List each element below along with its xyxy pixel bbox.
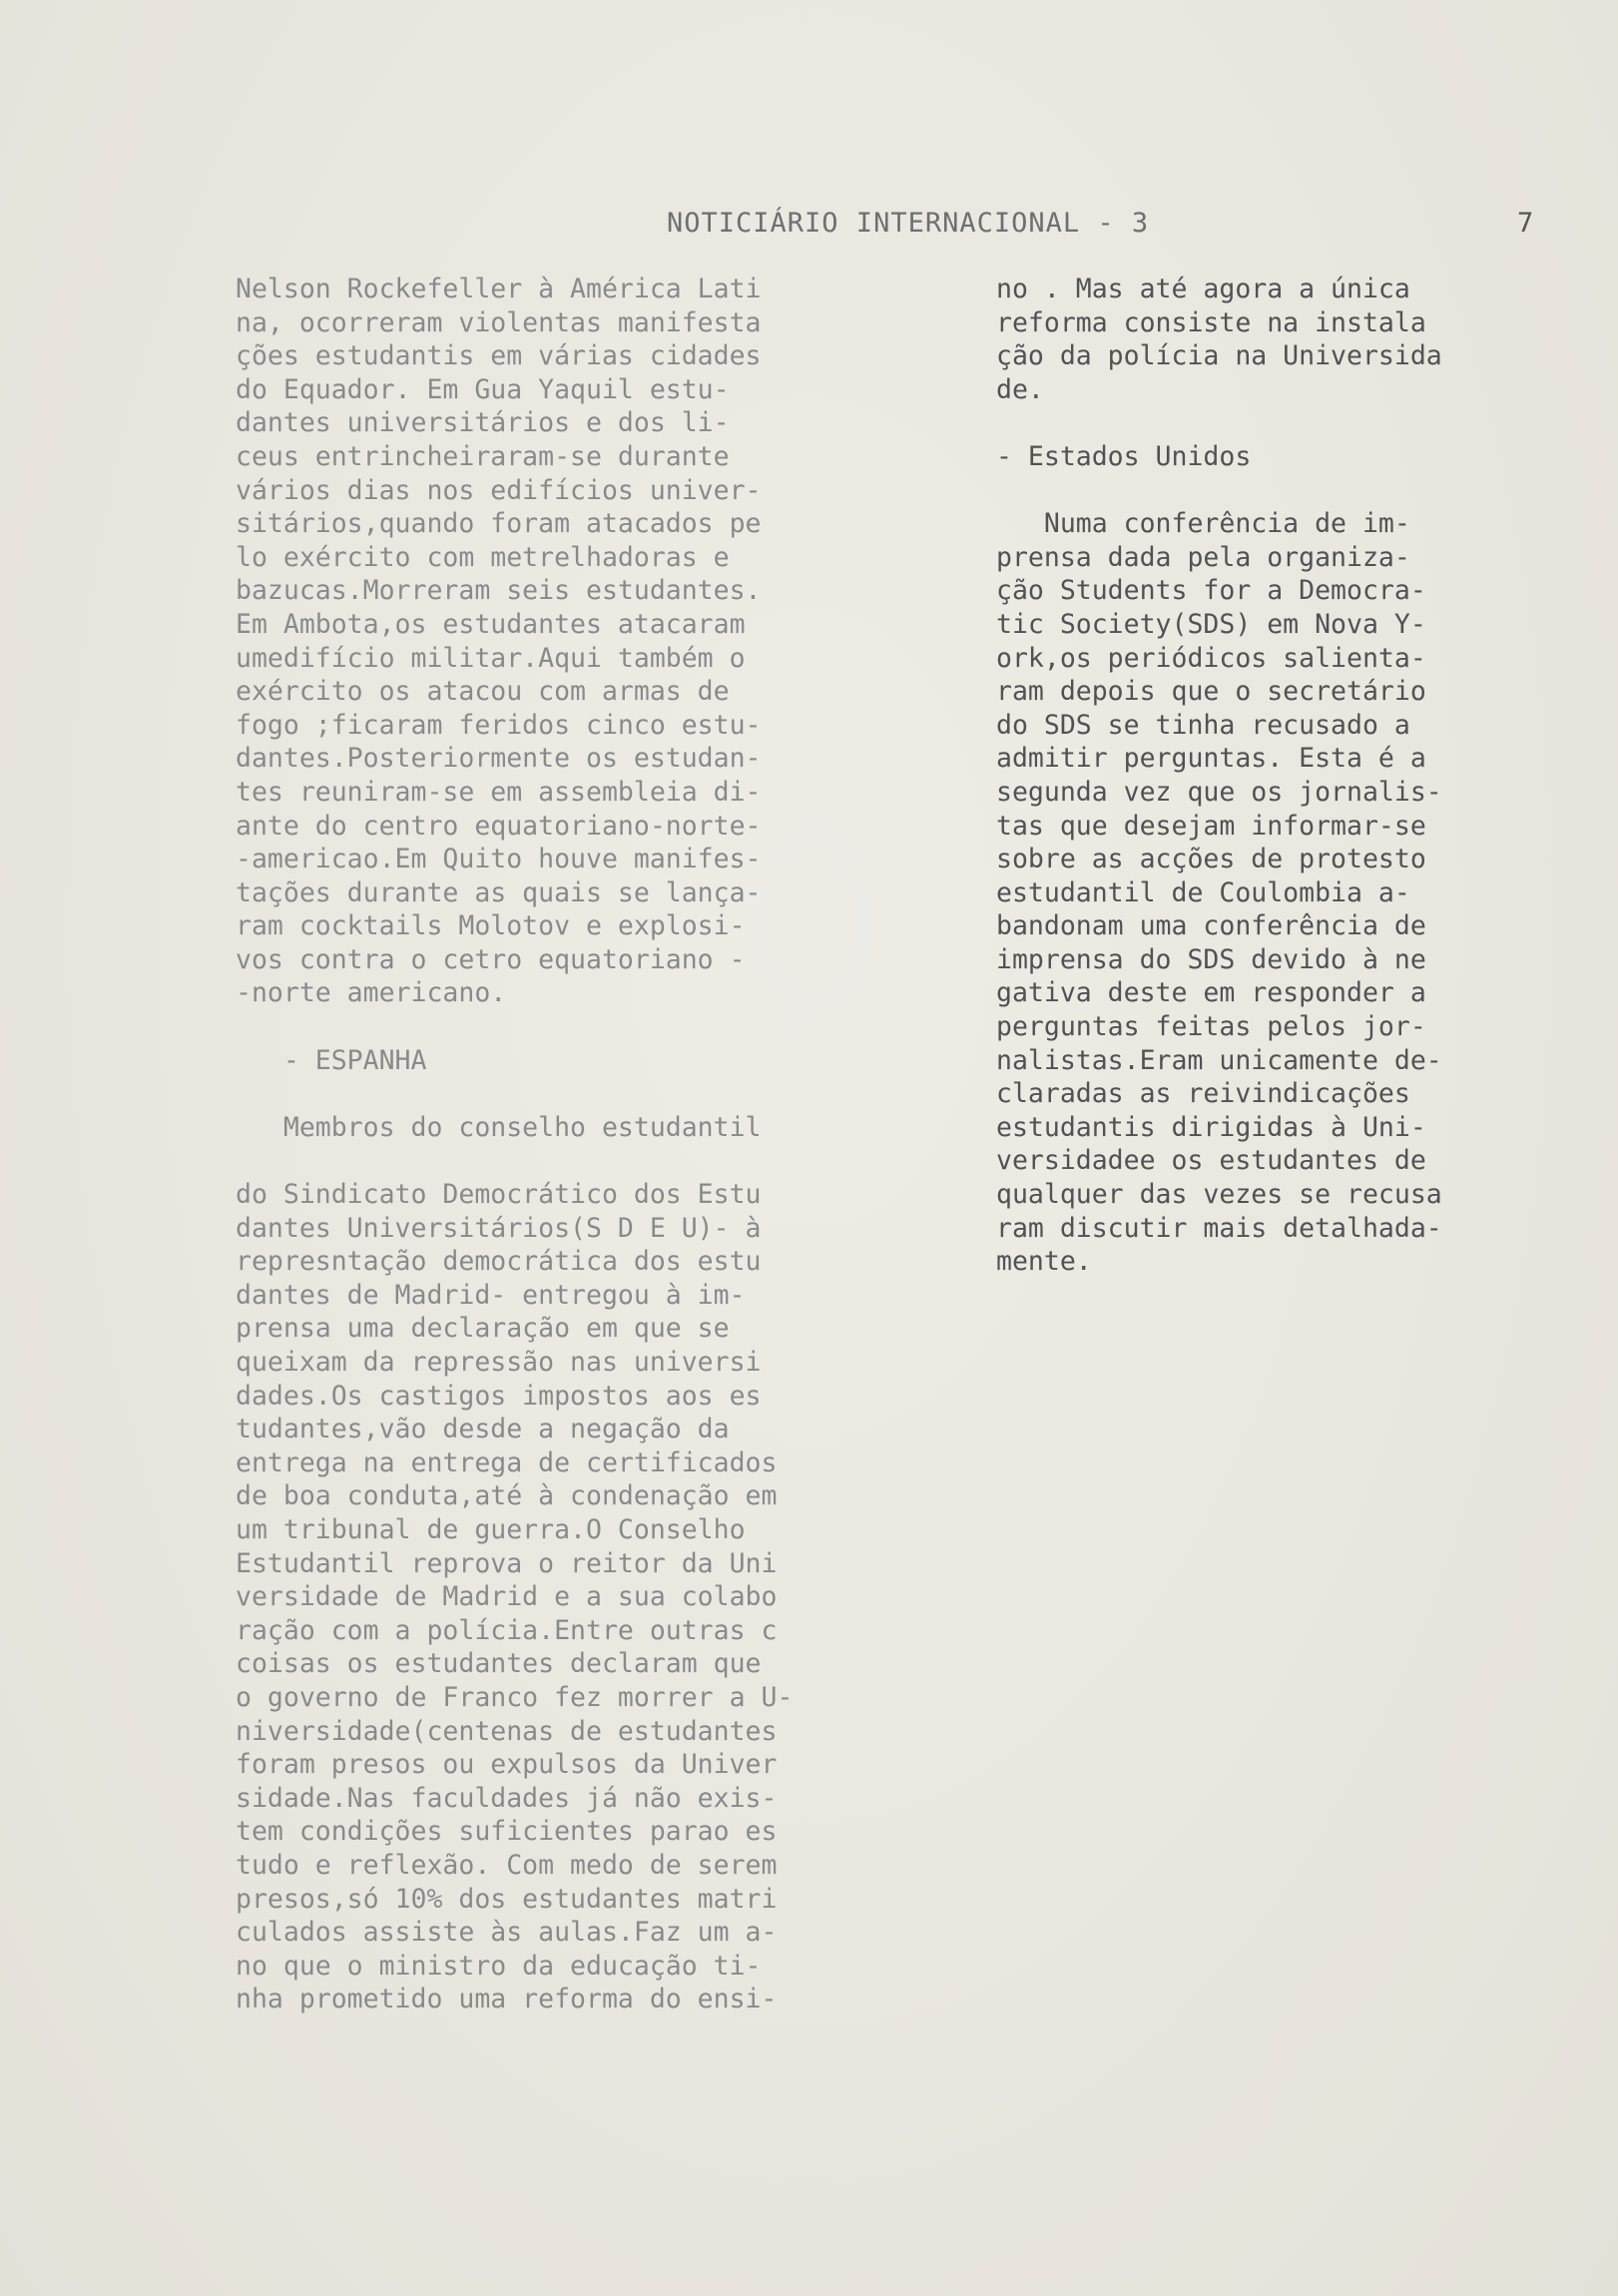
- text-line: tem condições suficientes parao es: [236, 1816, 778, 1848]
- text-line: tudantes,vão desde a negação da: [236, 1414, 730, 1445]
- text-line: mente.: [996, 1246, 1092, 1278]
- text-line: queixam da repressão nas universi: [236, 1347, 762, 1378]
- text-line: -americao.Em Quito houve manifes-: [236, 844, 762, 875]
- text-line: de.: [996, 373, 1044, 405]
- text-line: niversidade(centenas de estudantes: [236, 1715, 778, 1747]
- right-text-column: [996, 273, 1585, 1279]
- text-line: ção Students for a Democra-: [996, 575, 1426, 607]
- text-line: - Estados Unidos: [996, 440, 1252, 472]
- text-line: fogo ;ficaram feridos cinco estu-: [236, 709, 762, 741]
- text-line: admitir perguntas. Esta é a: [996, 743, 1426, 775]
- text-line: bandonam uma conferência de: [996, 910, 1426, 942]
- text-line: de boa conduta,até à condenação em: [236, 1480, 778, 1512]
- text-line: perguntas feitas pelos jor-: [996, 1011, 1426, 1043]
- text-line: claradas as reivindicações: [996, 1078, 1410, 1110]
- text-line: Numa conferência de im-: [996, 508, 1410, 540]
- text-line: ração com a polícia.Entre outras c: [236, 1614, 778, 1646]
- text-line: ante do centro equatoriano-norte-: [236, 810, 762, 842]
- text-line: -norte americano.: [236, 977, 507, 1009]
- text-line: - ESPANHA: [236, 1044, 427, 1076]
- text-line: imprensa do SDS devido à ne: [996, 943, 1426, 975]
- text-line: versidade de Madrid e a sua colabo: [236, 1581, 778, 1613]
- text-line: segunda vez que os jornalis-: [996, 776, 1442, 808]
- text-line: tes reuniram-se em assembleia di-: [236, 776, 762, 808]
- text-line: Membros do conselho estudantil: [236, 1111, 762, 1143]
- text-line: culados assiste às aulas.Faz um a-: [236, 1917, 778, 1949]
- text-line: tações durante as quais se lança-: [236, 876, 762, 908]
- text-line: no que o ministro da educação ti-: [236, 1950, 762, 1982]
- text-line: sitários,quando foram atacados pe: [236, 508, 762, 540]
- text-line: estudantis dirigidas à Uni-: [996, 1111, 1426, 1143]
- text-line: vários dias nos edifícios univer-: [236, 474, 762, 506]
- text-line: coisas os estudantes declaram que: [236, 1648, 762, 1680]
- page-title: NOTICIÁRIO INTERNACIONAL - 3: [667, 208, 1150, 239]
- page-number: 7: [1517, 208, 1535, 239]
- text-line: dantes.Posteriormente os estudan-: [236, 743, 762, 775]
- text-line: dantes de Madrid- entregou à im-: [236, 1279, 746, 1311]
- text-line: estudantil de Coulombia a-: [996, 876, 1410, 908]
- text-line: ram cocktails Molotov e explosi-: [236, 910, 746, 942]
- text-line: na, ocorreram violentas manifesta: [236, 306, 762, 338]
- text-line: presos,só 10% dos estudantes matri: [236, 1883, 778, 1915]
- text-line: o governo de Franco fez morrer a U-: [236, 1681, 794, 1713]
- text-line: [236, 1144, 934, 1178]
- text-line: um tribunal de guerra.O Conselho: [236, 1513, 746, 1545]
- text-line: Estudantil reprova o reitor da Uni: [236, 1547, 778, 1579]
- text-line: entrega na entrega de certificados: [236, 1446, 778, 1478]
- text-line: Nelson Rockefeller à América Lati: [236, 274, 762, 304]
- text-line: bazucas.Morreram seis estudantes.: [236, 575, 762, 607]
- left-text-column: [236, 273, 934, 2016]
- text-line: qualquer das vezes se recusa: [996, 1179, 1442, 1211]
- text-line: ceus entrincheiraram-se durante: [236, 440, 730, 472]
- text-line: prensa dada pela organiza-: [996, 541, 1410, 573]
- text-line: nha prometido uma reforma do ensi-: [236, 1984, 778, 2015]
- text-line: do SDS se tinha recusado a: [996, 709, 1410, 741]
- text-line: do Sindicato Democrático dos Estu: [236, 1179, 762, 1211]
- text-line: versidadee os estudantes de: [996, 1145, 1426, 1177]
- text-line: dades.Os castigos impostos aos es: [236, 1380, 762, 1412]
- text-line: sobre as acções de protesto: [996, 844, 1426, 875]
- text-line: foram presos ou expulsos da Univer: [236, 1749, 778, 1781]
- text-line: ram depois que o secretário: [996, 676, 1426, 708]
- text-line: umedifício militar.Aqui também o: [236, 642, 746, 674]
- text-line: [996, 406, 1585, 440]
- text-line: ork,os periódicos salienta-: [996, 642, 1426, 674]
- text-line: do Equador. Em Gua Yaquil estu-: [236, 373, 730, 405]
- page-header: [0, 208, 1618, 248]
- text-line: tudo e reflexão. Com medo de serem: [236, 1849, 778, 1881]
- text-line: prensa uma declaração em que se: [236, 1313, 730, 1345]
- text-line: reforma consiste na instala: [996, 306, 1426, 338]
- text-line: nalistas.Eram unicamente de-: [996, 1044, 1442, 1076]
- text-line: tas que desejam informar-se: [996, 810, 1426, 842]
- text-line: sidade.Nas faculdades já não exis-: [236, 1782, 778, 1814]
- text-line: tic Society(SDS) em Nova Y-: [996, 608, 1426, 640]
- text-line: no . Mas até agora a única: [996, 274, 1410, 304]
- text-line: exército os atacou com armas de: [236, 676, 730, 708]
- text-line: [996, 474, 1585, 508]
- text-line: vos contra o cetro equatoriano -: [236, 943, 746, 975]
- text-line: dantes universitários e dos li-: [236, 407, 730, 439]
- text-line: ram discutir mais detalhada-: [996, 1212, 1442, 1244]
- text-line: gativa deste em responder a: [996, 977, 1426, 1009]
- text-line: [236, 1010, 934, 1044]
- text-line: represntação democrática dos estu: [236, 1246, 762, 1278]
- text-line: dantes Universitários(S D E U)- à: [236, 1212, 762, 1244]
- text-line: lo exército com metrelhadoras e: [236, 541, 730, 573]
- text-line: ção da polícia na Universida: [996, 340, 1442, 372]
- text-line: ções estudantis em várias cidades: [236, 340, 762, 372]
- text-line: [236, 1077, 934, 1111]
- text-line: Em Ambota,os estudantes atacaram: [236, 608, 746, 640]
